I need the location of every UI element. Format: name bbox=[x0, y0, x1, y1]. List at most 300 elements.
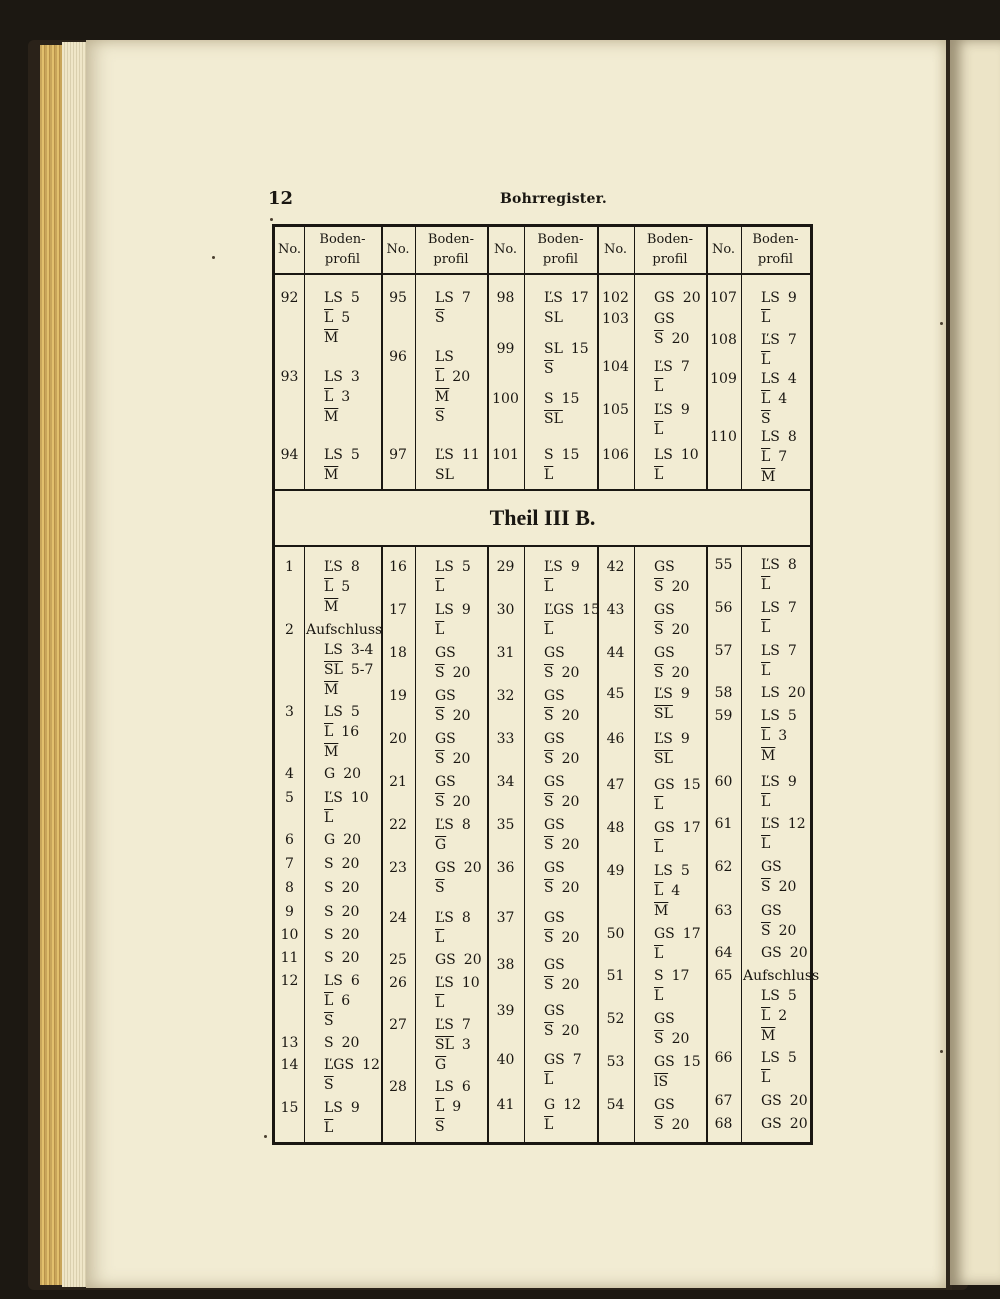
soil-code: GS bbox=[761, 903, 782, 919]
profile-line bbox=[654, 864, 690, 878]
depth-value: 10 bbox=[350, 790, 369, 806]
depth-value: 20 bbox=[463, 860, 482, 876]
soil-code: $\overline{M}$ bbox=[324, 682, 339, 698]
profile-line bbox=[761, 1029, 775, 1043]
soil-code: $\overline{M}$ bbox=[324, 409, 339, 425]
depth-value: 12 bbox=[563, 1097, 582, 1113]
depth-value: 20 bbox=[452, 708, 471, 724]
soil-code: GS bbox=[654, 820, 675, 836]
soil-code: ĽS bbox=[435, 447, 454, 463]
soil-code: S bbox=[544, 447, 554, 463]
soil-code: ĽS bbox=[654, 686, 673, 702]
depth-value: 5 bbox=[680, 863, 690, 879]
soil-code: $\overline{M}$ bbox=[761, 469, 776, 485]
soil-code: $\overline{M}$ bbox=[324, 744, 339, 760]
profile-line bbox=[654, 884, 680, 898]
depth-value: 7 bbox=[461, 1017, 471, 1033]
soil-code: GS bbox=[544, 1052, 565, 1068]
entry-number: 13 bbox=[280, 1035, 299, 1051]
soil-code: ĽS bbox=[435, 975, 454, 991]
entry-number: 19 bbox=[389, 688, 407, 704]
depth-value: 20 bbox=[341, 856, 360, 872]
profile-line bbox=[435, 881, 445, 895]
soil-code: $\overline{L}$ bbox=[654, 840, 664, 856]
header-profile-line1: Boden- bbox=[646, 232, 694, 247]
soil-code: $\overline{G}$ bbox=[435, 837, 447, 853]
profile-line bbox=[654, 603, 675, 617]
soil-code: $\overline{S}$ bbox=[654, 331, 664, 347]
soil-code: Aufschluss bbox=[306, 622, 383, 638]
entry-number: 21 bbox=[389, 774, 407, 790]
profile-line bbox=[654, 969, 689, 983]
profile-line bbox=[544, 732, 565, 746]
depth-value: 20 bbox=[789, 1093, 808, 1109]
profile-line bbox=[544, 1004, 565, 1018]
depth-value: 20 bbox=[789, 1116, 808, 1132]
profile-line bbox=[544, 342, 589, 356]
soil-code: GS bbox=[544, 957, 565, 973]
depth-value: 15 bbox=[561, 391, 580, 407]
soil-code: $\overline{L}$ bbox=[654, 797, 664, 813]
entry-number: 39 bbox=[496, 1003, 515, 1019]
depth-value: 16 bbox=[341, 724, 360, 740]
depth-value: 15 bbox=[561, 447, 580, 463]
entry-number: 27 bbox=[389, 1017, 407, 1033]
profile-line bbox=[544, 560, 580, 574]
profile-line bbox=[654, 560, 675, 574]
soil-code: $\overline{L}$ bbox=[544, 622, 554, 638]
soil-code: G bbox=[324, 832, 336, 848]
depth-value: 20 bbox=[561, 977, 580, 993]
soil-code: ĽS bbox=[761, 774, 780, 790]
soil-code: ĽS bbox=[435, 817, 454, 833]
profile-line bbox=[761, 353, 770, 367]
entry-number: 96 bbox=[389, 349, 407, 365]
profile-line bbox=[435, 689, 456, 703]
depth-value: 20 bbox=[561, 837, 580, 853]
entry-number: 103 bbox=[602, 311, 629, 327]
soil-code: $\overline{L}$ bbox=[324, 810, 334, 826]
soil-code: $\overline{M}$ bbox=[324, 467, 339, 483]
soil-code: ĽS bbox=[654, 402, 673, 418]
profile-line bbox=[435, 311, 445, 325]
soil-code: LS bbox=[435, 1079, 454, 1095]
depth-value: 20 bbox=[561, 1023, 580, 1039]
entry-number: 93 bbox=[280, 369, 299, 385]
entry-number: 2 bbox=[285, 622, 294, 638]
depth-value: 4 bbox=[671, 883, 681, 899]
soil-code: $\overline{L}$ bbox=[324, 310, 334, 326]
entry-number: 106 bbox=[602, 447, 629, 463]
profile-line bbox=[435, 1120, 445, 1134]
entry-number: 24 bbox=[389, 910, 407, 926]
profile-line bbox=[435, 291, 471, 305]
entry-number: 26 bbox=[389, 975, 407, 991]
entry-number: 62 bbox=[714, 859, 733, 875]
soil-code: GS bbox=[654, 290, 675, 306]
soil-code: GS bbox=[761, 1116, 782, 1132]
entry-number: 56 bbox=[714, 600, 733, 616]
entry-number: 68 bbox=[714, 1116, 733, 1132]
entry-number: 58 bbox=[714, 685, 733, 701]
entry-number: 55 bbox=[714, 557, 733, 573]
profile-line bbox=[324, 390, 350, 404]
depth-value: 3 bbox=[350, 369, 360, 385]
entry-number: 48 bbox=[606, 820, 625, 836]
profile-line bbox=[544, 978, 579, 992]
scan-speck bbox=[270, 218, 273, 221]
soil-code: $\overline{S}$ bbox=[761, 923, 771, 939]
entry-number: 47 bbox=[606, 777, 625, 793]
entry-number: 95 bbox=[389, 290, 407, 306]
profile-line bbox=[761, 333, 797, 347]
profile-line bbox=[544, 362, 554, 376]
depth-value: 10 bbox=[680, 447, 699, 463]
soil-code: S bbox=[654, 968, 664, 984]
profile-line bbox=[761, 729, 787, 743]
entry-number: 7 bbox=[285, 856, 294, 872]
profile-line bbox=[654, 291, 701, 305]
profile-line bbox=[761, 989, 797, 1003]
soil-code: $\overline{L}$ bbox=[761, 663, 771, 679]
soil-code: $\overline{L}$ bbox=[761, 1070, 771, 1086]
depth-value: 5 bbox=[341, 310, 351, 326]
soil-code: LS bbox=[761, 988, 780, 1004]
profile-line bbox=[324, 791, 369, 805]
profile-line bbox=[435, 580, 444, 594]
column-rule-lower bbox=[524, 547, 525, 1142]
entry-number: 67 bbox=[714, 1093, 733, 1109]
soil-code: GS bbox=[544, 817, 565, 833]
profile-line bbox=[435, 468, 454, 482]
depth-value: 3 bbox=[461, 1037, 471, 1053]
depth-value: 20 bbox=[671, 1031, 690, 1047]
profile-line bbox=[324, 811, 333, 825]
soil-code: $\overline{M}$ bbox=[324, 330, 339, 346]
profile-line bbox=[654, 468, 663, 482]
section-rule bbox=[275, 545, 810, 547]
profile-line bbox=[544, 1118, 553, 1132]
profile-line bbox=[324, 745, 338, 759]
entry-number: 18 bbox=[389, 645, 407, 661]
profile-line bbox=[761, 924, 796, 938]
entry-number: 101 bbox=[492, 447, 519, 463]
profile-line bbox=[435, 775, 456, 789]
scan-speck bbox=[264, 1135, 267, 1138]
profile-line bbox=[654, 798, 663, 812]
soil-code: $\overline{L}$ bbox=[761, 391, 771, 407]
depth-value: 8 bbox=[461, 910, 471, 926]
profile-line bbox=[544, 580, 553, 594]
depth-value: 8 bbox=[787, 429, 797, 445]
depth-value: 8 bbox=[461, 817, 471, 833]
depth-value: 20 bbox=[671, 622, 690, 638]
entry-number: 14 bbox=[280, 1057, 299, 1073]
depth-value: 3-4 bbox=[350, 642, 374, 658]
soil-code: $\overline{SL}$ bbox=[324, 662, 343, 678]
header-no: No. bbox=[386, 242, 410, 257]
entry-number: 8 bbox=[285, 880, 294, 896]
header-profile-line2: profil bbox=[757, 252, 794, 267]
depth-value: 17 bbox=[671, 968, 690, 984]
soil-code: GS bbox=[761, 945, 782, 961]
scan-speck bbox=[212, 256, 215, 259]
depth-value: 9 bbox=[787, 774, 797, 790]
soil-code: $\overline{L}$ bbox=[761, 794, 771, 810]
profile-line bbox=[435, 976, 480, 990]
profile-line bbox=[435, 795, 470, 809]
profile-line bbox=[324, 1058, 380, 1072]
soil-code: LS bbox=[435, 559, 454, 575]
depth-value: 17 bbox=[682, 820, 701, 836]
profile-line bbox=[324, 370, 360, 384]
soil-code: $\overline{SL}$ bbox=[435, 1037, 454, 1053]
soil-code: $\overline{S}$ bbox=[324, 1077, 334, 1093]
profile-line bbox=[435, 1080, 471, 1094]
soil-code: $\overline{L}$ bbox=[324, 389, 334, 405]
entry-number: 43 bbox=[606, 602, 625, 618]
profile-line bbox=[761, 412, 771, 426]
soil-code: ĽS bbox=[761, 816, 780, 832]
soil-code: $\overline{L}$ bbox=[324, 993, 334, 1009]
soil-code: $\overline{S}$ bbox=[435, 751, 445, 767]
profile-line bbox=[544, 709, 579, 723]
soil-code: $\overline{S}$ bbox=[544, 837, 554, 853]
depth-value: 3 bbox=[778, 728, 788, 744]
depth-value: 7 bbox=[787, 600, 797, 616]
profile-line bbox=[324, 881, 359, 895]
profile-line bbox=[435, 1018, 471, 1032]
entry-number: 59 bbox=[714, 708, 733, 724]
depth-value: 20 bbox=[778, 923, 797, 939]
soil-code: $\overline{L}$ bbox=[435, 995, 445, 1011]
soil-code: ĽS bbox=[761, 557, 780, 573]
depth-value: 20 bbox=[561, 930, 580, 946]
profile-line bbox=[324, 311, 350, 325]
profile-line bbox=[761, 817, 806, 831]
depth-value: 9 bbox=[680, 731, 690, 747]
soil-code: GS bbox=[654, 311, 675, 327]
soil-code: $\overline{S}$ bbox=[654, 1117, 664, 1133]
profile-line bbox=[324, 974, 360, 988]
profile-line bbox=[435, 410, 445, 424]
depth-value: 5 bbox=[787, 1050, 797, 1066]
depth-value: 7 bbox=[787, 332, 797, 348]
profile-line bbox=[324, 468, 338, 482]
entry-number: 104 bbox=[602, 359, 629, 375]
soil-code: $\overline{L}$ bbox=[435, 579, 445, 595]
depth-value: 9 bbox=[461, 602, 471, 618]
entry-number: 110 bbox=[710, 429, 737, 445]
soil-code: SL bbox=[435, 467, 454, 483]
entry-number: 105 bbox=[602, 402, 629, 418]
soil-code: $\overline{G}$ bbox=[435, 1057, 447, 1073]
profile-line bbox=[324, 905, 359, 919]
upper-body-end-rule bbox=[275, 489, 810, 491]
depth-value: 11 bbox=[461, 447, 480, 463]
profile-line bbox=[544, 775, 565, 789]
profile-line bbox=[654, 1075, 668, 1089]
entry-number: 54 bbox=[606, 1097, 625, 1113]
profile-line bbox=[654, 1055, 701, 1069]
depth-value: 20 bbox=[561, 751, 580, 767]
profile-line bbox=[435, 1100, 461, 1114]
profile-line bbox=[654, 332, 689, 346]
profile-line bbox=[654, 841, 663, 855]
soil-code: GS bbox=[544, 731, 565, 747]
profile-line bbox=[654, 989, 663, 1003]
depth-value: 20 bbox=[452, 751, 471, 767]
entry-number: 49 bbox=[606, 863, 625, 879]
profile-line bbox=[324, 1014, 334, 1028]
soil-code: $\overline{L}$ bbox=[324, 579, 334, 595]
entry-number: 51 bbox=[606, 968, 625, 984]
entry-number: 4 bbox=[285, 766, 294, 782]
depth-value: 5 bbox=[787, 988, 797, 1004]
entry-number: 34 bbox=[496, 774, 515, 790]
depth-value: 20 bbox=[343, 832, 362, 848]
depth-value: 9 bbox=[570, 559, 580, 575]
entry-number: 17 bbox=[389, 602, 407, 618]
entry-number: 52 bbox=[606, 1011, 625, 1027]
soil-code: ĽS bbox=[654, 731, 673, 747]
header-no: No. bbox=[603, 242, 628, 257]
profile-line bbox=[544, 448, 579, 462]
depth-value: 20 bbox=[341, 904, 360, 920]
depth-value: 20 bbox=[341, 950, 360, 966]
column-rule-lower bbox=[597, 547, 599, 1142]
depth-value: 7 bbox=[680, 359, 690, 375]
header-no: No. bbox=[493, 242, 518, 257]
soil-code: LS bbox=[761, 371, 780, 387]
soil-code: ĽS bbox=[654, 359, 673, 375]
soil-code: $\overline{S}$ bbox=[654, 665, 664, 681]
depth-value: 20 bbox=[561, 794, 580, 810]
profile-line bbox=[544, 911, 565, 925]
soil-code: LS bbox=[761, 1050, 780, 1066]
running-head: Bohrregister. bbox=[500, 191, 607, 207]
profile-line bbox=[544, 838, 579, 852]
soil-code: GS bbox=[544, 645, 565, 661]
column-rule-upper bbox=[706, 227, 708, 489]
soil-code: $\overline{S}$ bbox=[324, 1013, 334, 1029]
soil-code: GS bbox=[435, 688, 456, 704]
column-rule-lower bbox=[741, 547, 742, 1142]
soil-code: $\overline{L}$ bbox=[544, 467, 554, 483]
depth-value: 6 bbox=[341, 993, 351, 1009]
soil-code: $\overline{SL}$ bbox=[654, 706, 673, 722]
profile-line bbox=[654, 623, 689, 637]
page-number: 12 bbox=[268, 188, 294, 209]
depth-value: 9 bbox=[350, 1100, 360, 1116]
header-no: No. bbox=[277, 242, 302, 257]
profile-line bbox=[544, 603, 600, 617]
soil-code: ĽGS bbox=[544, 602, 575, 618]
soil-code: GS bbox=[544, 860, 565, 876]
profile-line bbox=[654, 687, 690, 701]
profile-line bbox=[324, 1101, 360, 1115]
depth-value: 3 bbox=[341, 389, 351, 405]
depth-value: 8 bbox=[787, 557, 797, 573]
soil-code: LS bbox=[761, 600, 780, 616]
entry-number: 12 bbox=[280, 973, 299, 989]
profile-line bbox=[761, 795, 770, 809]
profile-line bbox=[654, 666, 689, 680]
profile-line bbox=[761, 837, 770, 851]
soil-code: $\overline{S}$ bbox=[435, 665, 445, 681]
depth-value: 17 bbox=[570, 290, 589, 306]
profile-line bbox=[324, 857, 359, 871]
entry-number: 22 bbox=[389, 817, 407, 833]
profile-line bbox=[544, 1053, 582, 1067]
soil-code: $\overline{L}$ bbox=[324, 724, 334, 740]
soil-code: GS bbox=[654, 645, 675, 661]
depth-value: 5-7 bbox=[350, 662, 374, 678]
profile-line bbox=[435, 646, 456, 660]
profile-line bbox=[435, 752, 470, 766]
soil-code: $\overline{L}$ bbox=[544, 579, 554, 595]
profile-line bbox=[435, 603, 471, 617]
profile-line bbox=[654, 821, 701, 835]
entry-number: 31 bbox=[496, 645, 515, 661]
entry-number: 109 bbox=[710, 371, 737, 387]
entry-number: 108 bbox=[710, 332, 737, 348]
soil-code: $\overline{L}$ bbox=[761, 577, 771, 593]
depth-value: 5 bbox=[350, 290, 360, 306]
soil-code: GS bbox=[761, 1093, 782, 1109]
profile-line bbox=[761, 291, 797, 305]
soil-code: $\overline{M}$ bbox=[761, 1028, 776, 1044]
profile-line bbox=[761, 392, 787, 406]
depth-value: 20 bbox=[671, 331, 690, 347]
soil-code: $\overline{S}$ bbox=[435, 310, 445, 326]
profile-line bbox=[435, 911, 471, 925]
depth-value: 5 bbox=[350, 447, 360, 463]
soil-code: LS bbox=[761, 708, 780, 724]
profile-line bbox=[435, 370, 470, 384]
entry-number: 20 bbox=[389, 731, 407, 747]
soil-code: $\overline{M}$ bbox=[324, 599, 339, 615]
soil-code: LS bbox=[761, 429, 780, 445]
depth-value: 9 bbox=[452, 1099, 462, 1115]
profile-line bbox=[544, 392, 579, 406]
soil-code: LS bbox=[435, 349, 454, 365]
soil-code: GS bbox=[544, 774, 565, 790]
entry-number: 94 bbox=[280, 447, 299, 463]
profile-line bbox=[544, 1073, 553, 1087]
depth-value: 20 bbox=[778, 879, 797, 895]
soil-code: $\overline{S}$ bbox=[544, 977, 554, 993]
depth-value: 8 bbox=[350, 559, 360, 575]
soil-code: $\overline{L}$ bbox=[544, 1072, 554, 1088]
soil-code: GS bbox=[435, 860, 456, 876]
profile-line bbox=[761, 664, 770, 678]
profile-line bbox=[654, 732, 690, 746]
profile-line bbox=[324, 767, 361, 781]
facing-page-edge bbox=[950, 40, 1000, 1285]
soil-code: $\overline{L}$ bbox=[761, 310, 771, 326]
soil-code: $\overline{L}$ bbox=[654, 422, 664, 438]
depth-value: 5 bbox=[341, 579, 351, 595]
soil-code: $\overline{S}$ bbox=[654, 1031, 664, 1047]
soil-code: $\overline{L}$ bbox=[324, 1120, 334, 1136]
soil-code: S bbox=[324, 880, 334, 896]
soil-code: $\overline{M}$ bbox=[761, 748, 776, 764]
soil-code: GS bbox=[544, 910, 565, 926]
entry-number: 15 bbox=[280, 1100, 299, 1116]
soil-code: $\overline{L}$ bbox=[654, 883, 664, 899]
depth-value: 20 bbox=[341, 927, 360, 943]
